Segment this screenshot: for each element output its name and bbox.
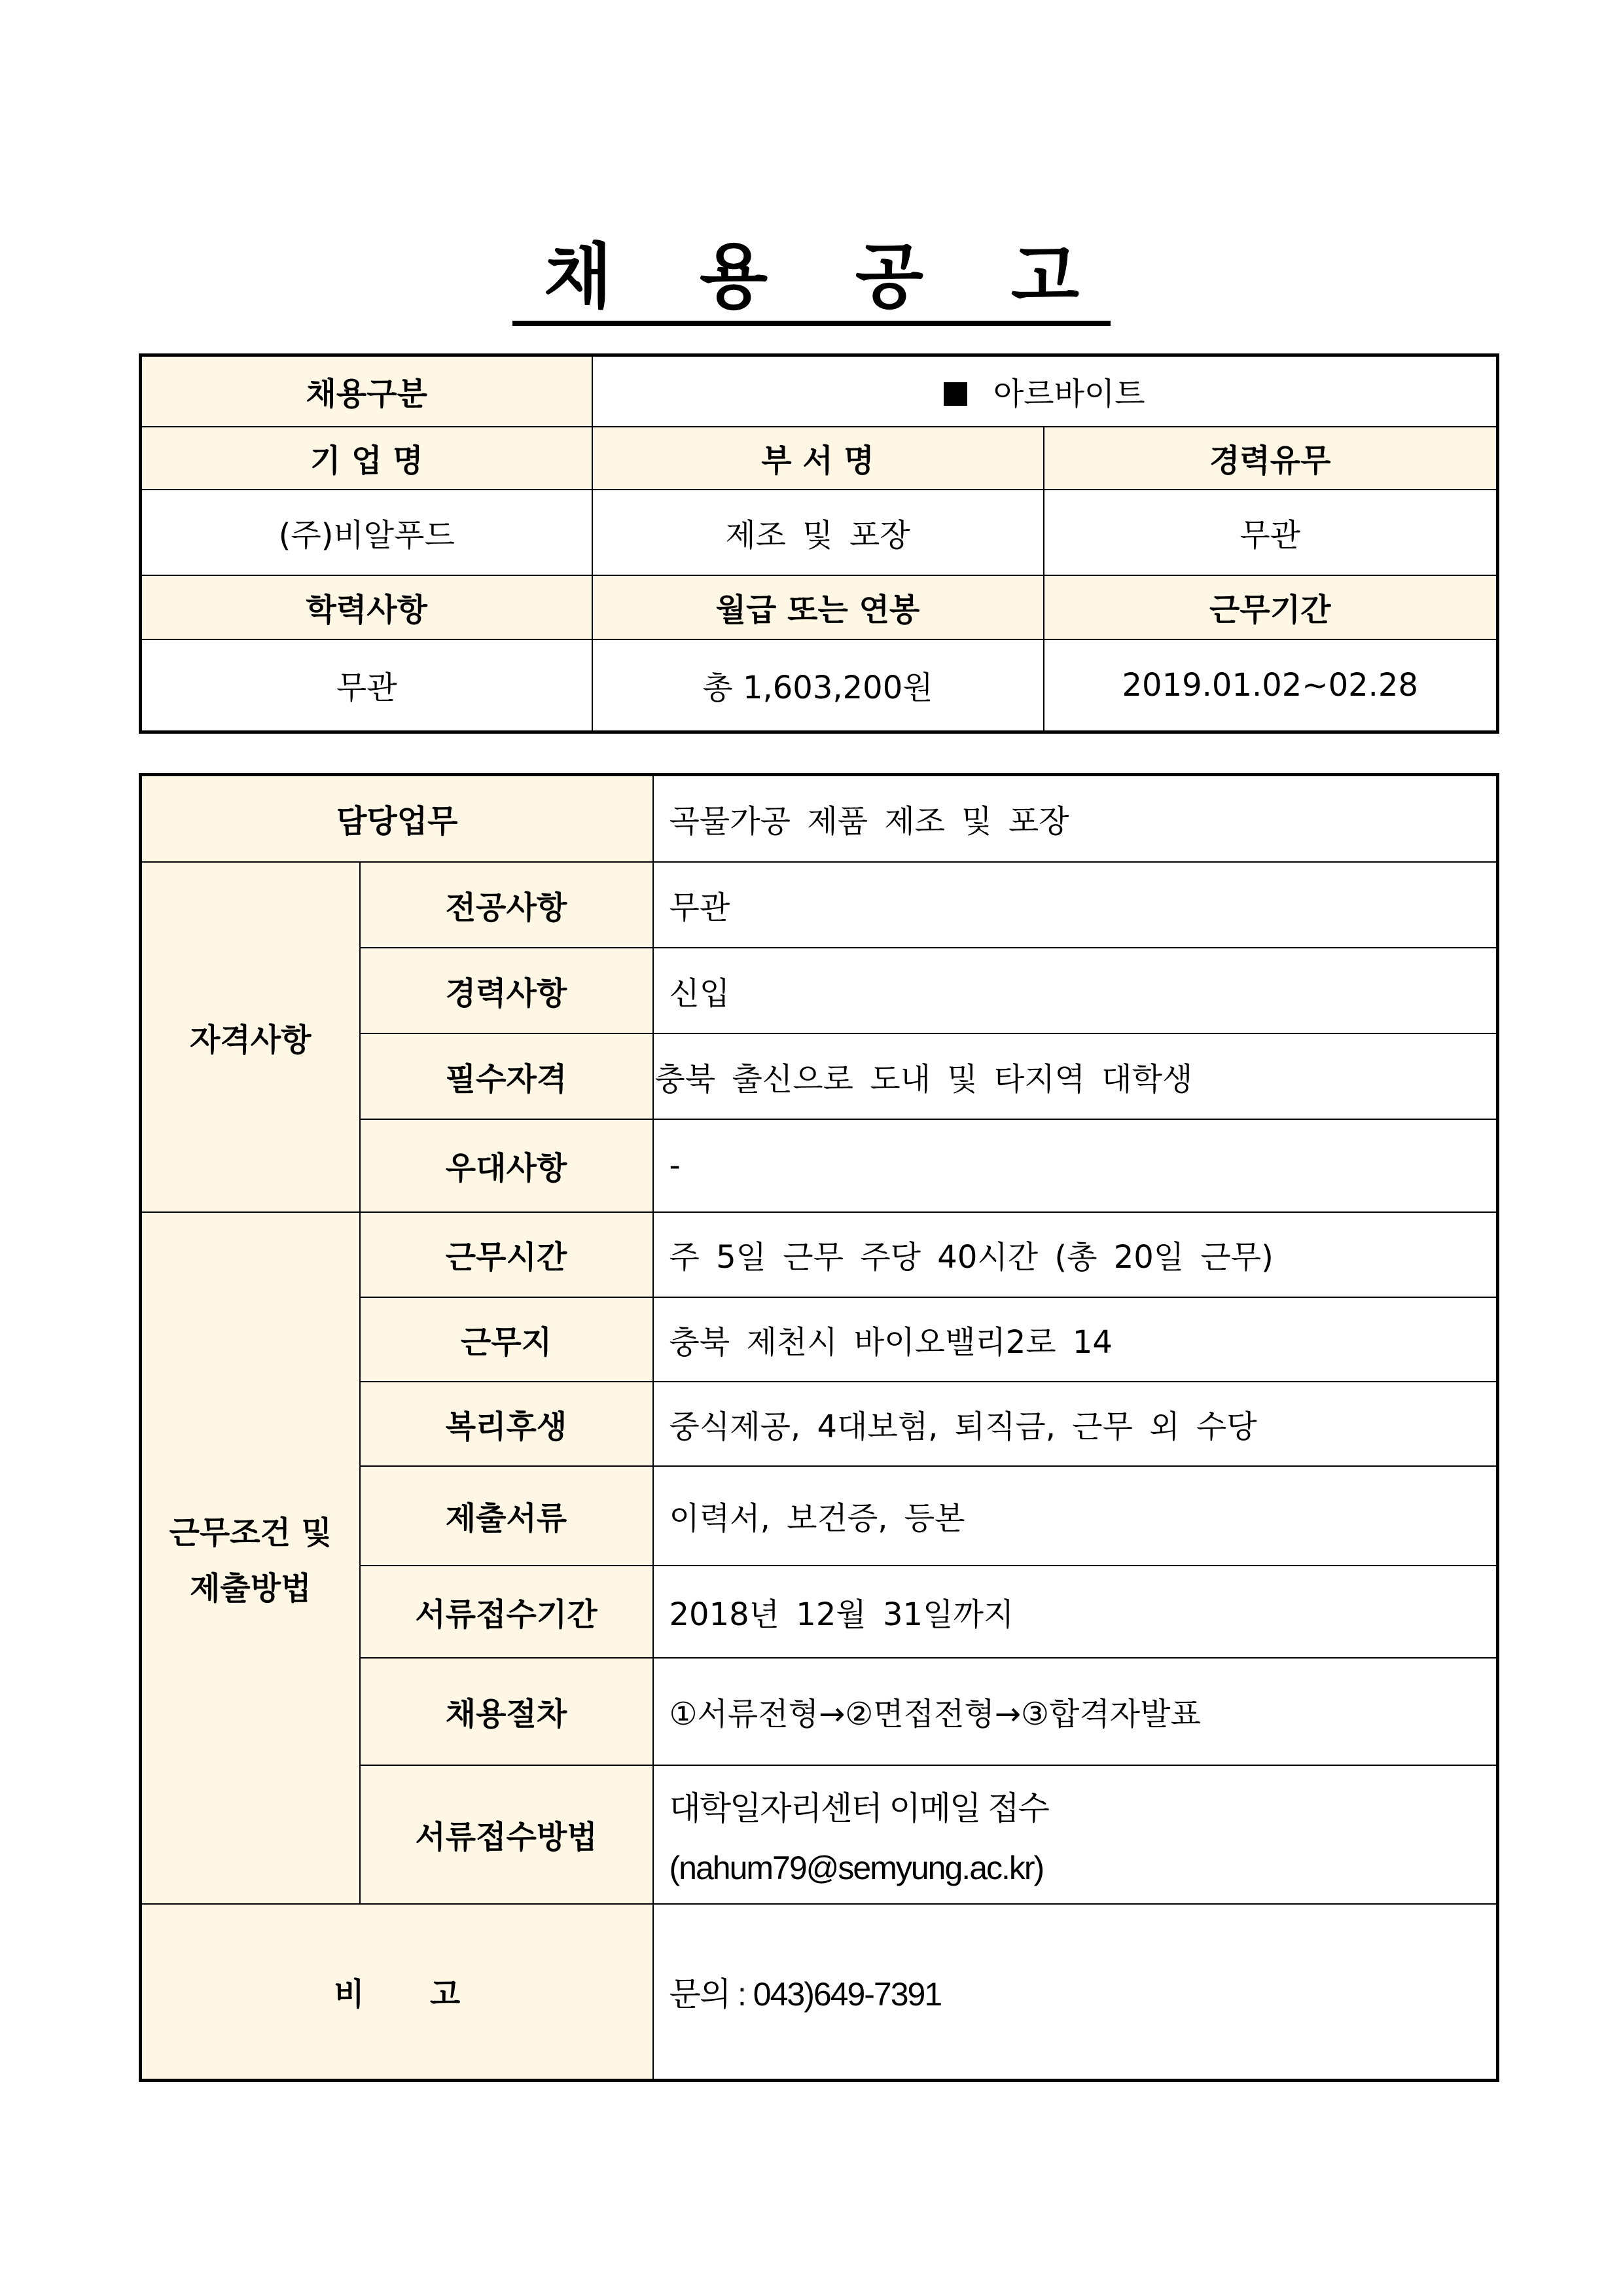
employment-type-value: 아르바이트 [592, 355, 1498, 427]
education-label: 학력사항 [141, 575, 592, 639]
note-value: 문의 : 043)649-7391 [653, 1904, 1498, 2081]
conditions-group-line1: 근무조건 및 [169, 1515, 332, 1551]
conditions-group-label [141, 1212, 360, 1904]
preferred-value: - [653, 1119, 1498, 1212]
checkbox-filled-icon [944, 382, 967, 406]
company-value: (주)비알푸드 [141, 490, 592, 575]
hours-label: 근무시간 [360, 1212, 653, 1297]
benefits-value: 중식제공, 4대보험, 퇴직금, 근무 외 수당 [653, 1382, 1498, 1466]
method-email: (nahum79@semyung.ac.kr) [669, 1849, 1044, 1886]
method-line1: 대학일자리센터 이메일 접수 [669, 1789, 1048, 1827]
career-label: 경력사항 [360, 948, 653, 1033]
method-value [653, 1765, 1498, 1904]
major-label: 전공사항 [360, 862, 653, 948]
period-value: 2019.01.02~02.28 [1044, 639, 1498, 732]
company-label: 기 업 명 [141, 427, 592, 490]
deadline-value: 2018년 12월 31일까지 [653, 1566, 1498, 1658]
process-label: 채용절차 [360, 1658, 653, 1765]
location-value: 충북 제천시 바이오밸리2로 14 [653, 1297, 1498, 1382]
experience-value: 무관 [1044, 490, 1498, 575]
duty-label: 담당업무 [141, 775, 653, 862]
location-label: 근무지 [360, 1297, 653, 1382]
career-value: 신입 [653, 948, 1498, 1033]
process-value: ①서류전형→②면접전형→③합격자발표 [653, 1658, 1498, 1765]
department-label: 부 서 명 [592, 427, 1044, 490]
hours-value: 주 5일 근무 주당 40시간 (총 20일 근무) [653, 1212, 1498, 1297]
duty-value: 곡물가공 제품 제조 및 포장 [653, 775, 1498, 862]
salary-value: 총 1,603,200원 [592, 639, 1044, 732]
required-value: 충북 출신으로 도내 및 타지역 대학생 [653, 1033, 1498, 1119]
documents-value: 이력서, 보건증, 등본 [653, 1466, 1498, 1566]
page-title: 채 용 공 고 [0, 239, 1623, 317]
details-table [139, 773, 1499, 2082]
experience-label: 경력유무 [1044, 427, 1498, 490]
period-label: 근무기간 [1044, 575, 1498, 639]
qualification-group-label: 자격사항 [141, 862, 360, 1212]
summary-table [139, 353, 1499, 734]
salary-label: 월급 또는 연봉 [592, 575, 1044, 639]
required-label: 필수자격 [360, 1033, 653, 1119]
method-label: 서류접수방법 [360, 1765, 653, 1904]
documents-label: 제출서류 [360, 1466, 653, 1566]
education-value: 무관 [141, 639, 592, 732]
conditions-group-line2: 제출방법 [190, 1570, 312, 1607]
employment-type-label: 채용구분 [141, 355, 592, 427]
department-value: 제조 및 포장 [592, 490, 1044, 575]
major-value: 무관 [653, 862, 1498, 948]
deadline-label: 서류접수기간 [360, 1566, 653, 1658]
preferred-label: 우대사항 [360, 1119, 653, 1212]
note-label: 비 고 [141, 1904, 653, 2081]
benefits-label: 복리후생 [360, 1382, 653, 1466]
